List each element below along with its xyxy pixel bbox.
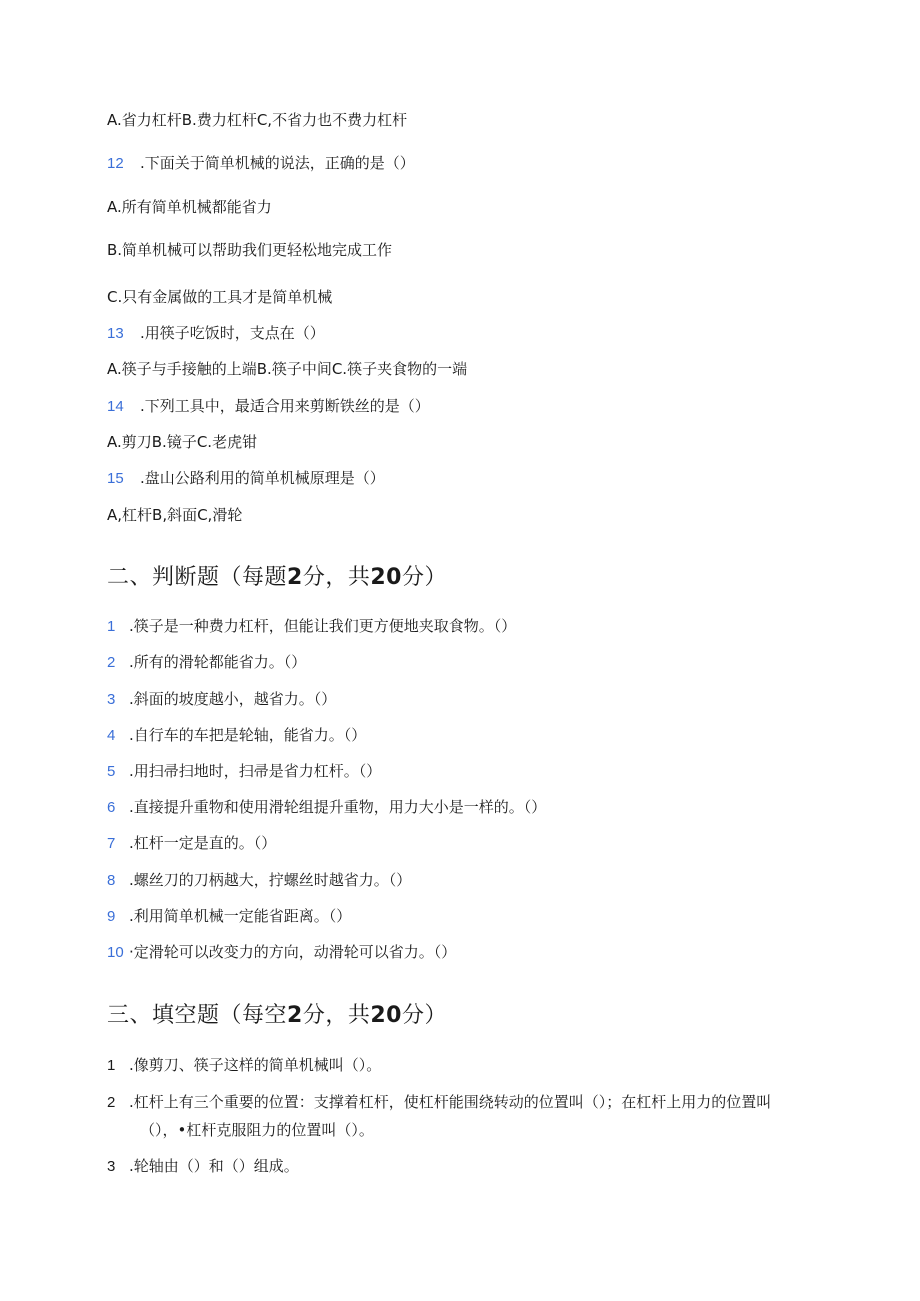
judge-item-6 <box>107 797 546 818</box>
item-number: 7 <box>107 835 116 852</box>
item-text: .斜面的坡度越小，越省力。（） <box>129 690 337 708</box>
q14-options <box>107 432 257 452</box>
fill-item-3 <box>107 1156 299 1177</box>
judge-item-7 <box>107 833 276 854</box>
item-text: .螺丝刀的刀柄越大，拧螺丝时越省力。（） <box>129 871 412 889</box>
question-13 <box>107 323 325 344</box>
item-text: .用扫帚扫地时，扫帚是省力杠杆。（） <box>129 762 382 780</box>
item-number: 9 <box>107 908 116 925</box>
q12-option-c <box>107 287 332 307</box>
judge-item-1 <box>107 616 516 637</box>
item-number: 1 <box>107 618 116 635</box>
question-text: .下列工具中，最适合用来剪断铁丝的是（） <box>140 397 430 415</box>
heading-total: 20 <box>370 565 402 590</box>
q13-options <box>107 359 467 379</box>
item-number: 6 <box>107 799 116 816</box>
item-number: 5 <box>107 763 116 780</box>
item-number: 10 <box>107 944 124 961</box>
judge-item-3 <box>107 689 336 710</box>
item-number: 3 <box>107 1158 116 1175</box>
item-number: 2 <box>107 654 116 671</box>
item-number: 1 <box>107 1057 116 1074</box>
item-text: .直接提升重物和使用滑轮组提升重物，用力大小是一样的。（） <box>129 798 547 816</box>
fill-item-1 <box>107 1055 381 1076</box>
item-text: .利用简单机械一定能省距离。（） <box>129 907 352 925</box>
question-14 <box>107 396 430 417</box>
options-text: A,杠杆B,斜面C,滑轮 <box>107 506 243 524</box>
item-text: .杠杆上有三个重要的位置：支撑着杠杆，使杠杆能围绕转动的位置叫（）；在杠杆上用力的位置叫 <box>129 1093 772 1111</box>
options-text: A.筷子与手接触的上端B.筷子中间C.筷子夹食物的一端 <box>107 360 468 378</box>
options-text: A.剪刀B.镜子C.老虎钳 <box>107 433 258 451</box>
fill-item-2 <box>107 1092 771 1113</box>
heading-points: 2 <box>287 1003 303 1028</box>
judge-item-5 <box>107 761 381 782</box>
item-text: .杠杆一定是直的。（） <box>129 834 277 852</box>
item-text: .筷子是一种费力杠杆，但能让我们更方便地夹取食物。（） <box>129 617 517 635</box>
question-number: 12 <box>107 155 124 172</box>
question-number: 15 <box>107 470 124 487</box>
heading-part: 分，共 <box>302 1003 371 1028</box>
item-number: 8 <box>107 872 116 889</box>
judge-item-8 <box>107 870 411 891</box>
item-text: ·定滑轮可以改变力的方向，动滑轮可以省力。（） <box>129 943 457 961</box>
section-heading-fill <box>107 1002 447 1030</box>
q15-options <box>107 505 242 525</box>
item-number: 3 <box>107 691 116 708</box>
item-number: 2 <box>107 1094 116 1111</box>
judge-item-10 <box>107 942 456 963</box>
question-number: 13 <box>107 325 124 342</box>
question-text: .盘山公路利用的简单机械原理是（） <box>140 469 385 487</box>
fill-item-2-continued <box>140 1120 374 1140</box>
heading-part: 二、判断题（每题 <box>107 565 288 590</box>
question-15 <box>107 468 385 489</box>
item-number: 4 <box>107 727 116 744</box>
heading-part: 三、填空题（每空 <box>107 1003 288 1028</box>
question-12 <box>107 153 415 174</box>
q12-option-a <box>107 197 272 217</box>
item-text: （），•杠杆克服阻力的位置叫（）。 <box>140 1121 374 1139</box>
item-text: .像剪刀、筷子这样的简单机械叫（）。 <box>129 1056 382 1074</box>
q11-options-text: A.省力杠杆B.费力杠杆C,不省力也不费力杠杆 <box>107 111 408 129</box>
heading-total: 20 <box>370 1003 402 1028</box>
heading-part: 分，共 <box>302 565 371 590</box>
heading-part: 分） <box>401 565 447 590</box>
option-text: B.简单机械可以帮助我们更轻松地完成工作 <box>107 241 393 259</box>
option-text: A.所有简单机械都能省力 <box>107 198 272 216</box>
q11-options <box>107 110 407 130</box>
judge-item-9 <box>107 906 351 927</box>
q12-option-b <box>107 240 392 260</box>
judge-item-2 <box>107 652 306 673</box>
question-text: .用筷子吃饭时，支点在（） <box>140 324 325 342</box>
item-text: .所有的滑轮都能省力。（） <box>129 653 307 671</box>
judge-item-4 <box>107 725 366 746</box>
heading-part: 分） <box>401 1003 447 1028</box>
question-number: 14 <box>107 398 124 415</box>
section-heading-judge <box>107 564 447 592</box>
item-text: .轮轴由（）和（）组成。 <box>129 1157 299 1175</box>
heading-points: 2 <box>287 565 303 590</box>
item-text: .自行车的车把是轮轴，能省力。（） <box>129 726 367 744</box>
option-text: C.只有金属做的工具才是简单机械 <box>107 288 333 306</box>
question-text: .下面关于简单机械的说法，正确的是（） <box>140 154 415 172</box>
